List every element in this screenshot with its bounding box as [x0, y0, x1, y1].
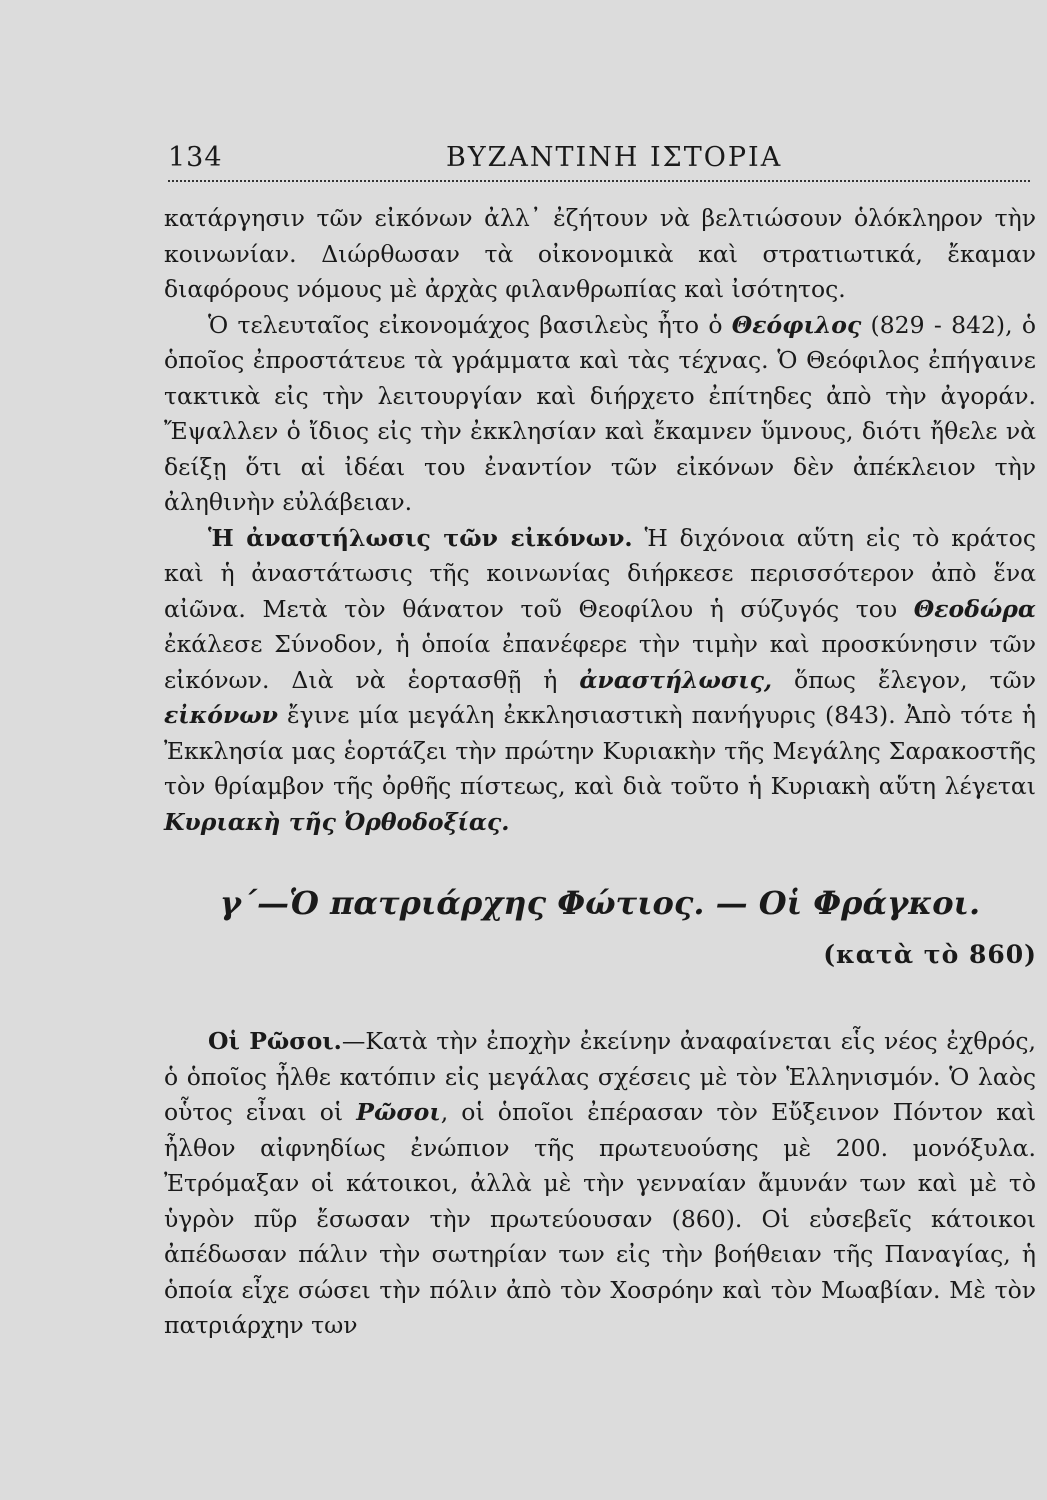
- page-header: [168, 142, 1038, 182]
- name-rus: Ρῶσοι: [356, 1098, 441, 1126]
- name-theophilos: Θεόφιλος: [731, 310, 862, 339]
- header-rule: [168, 180, 1030, 182]
- subheading-restoration: Ἡ ἀναστήλωσις τῶν εἰκόνων.: [208, 523, 633, 552]
- paragraph-theophilos: Ὁ τελευταῖος εἰκονομάχος βασιλεὺς ἦτο ὁ Θεόφιλος (829 - 842), ὁ ὁποῖος ἐπροστάτευε τὰ γράμματα καὶ τὰς τέχνας. Ὁ Θεόφιλος ἐπήγαινε τακτικὰ εἰς τὴν λειτουργίαν καὶ διήρχετο ἐπίτηδες ἀπὸ τὴν ἀγοράν. Ἔψαλλεν ὁ ἴδιος εἰς τὴν ἐκκλησίαν καὶ ἔκαμνεν ὕμνους, διότι ἤθελε νὰ δείξῃ ὅτι αἱ ἰδέαι του ἐναντίον τῶν εἰκόνων δὲν ἀπέκλειον τὴν ἀληθινὴν εὐλάβειαν.: [164, 310, 1036, 516]
- name-theodora: Θεοδώρα: [913, 594, 1036, 623]
- section-photios-text: [164, 1024, 1036, 1344]
- paragraph: κατάργησιν τῶν εἰκόνων ἀλλ᾽ ἐζήτουν νὰ βελτιώσουν ὁλόκληρον τὴν κοινωνίαν. Διώρθωσαν τὰ οἰκονομικὰ καὶ στρατιωτικά, ἔκαμαν διαφόρους νόμους μὲ ἀρχὰς φιλανθρωπίας καὶ ἰσότητος.: [164, 204, 1036, 303]
- section-date: (κατὰ τὸ 860): [823, 940, 1037, 969]
- section-iconoclasm-text: [164, 201, 1036, 840]
- paragraph-restoration: Ἡ ἀναστήλωσις τῶν εἰκόνων. Ἡ διχόνοια αὕτη εἰς τὸ κράτος καὶ ἡ ἀναστάτωσις τῆς κοινωνίας διήρκεσε περισσότερον ἀπὸ ἕνα αἰῶνα. Μετὰ τὸν θάνατον τοῦ Θεοφίλου ἡ σύζυγός του Θεοδώρα ἐκάλεσε Σύνοδον, ἡ ὁποία ἐπανέφερε τὴν τιμὴν καὶ προσκύνησιν τῶν εἰκόνων. Διὰ νὰ ἑορτασθῇ ἡ ἀναστήλωσις, ὅπως ἔλεγον, τῶν εἰκόνων ἔγινε μία μεγάλη ἐκκλησιαστικὴ πανήγυρις (843). Ἀπὸ τότε ἡ Ἐκκλησία μας ἑορτάζει τὴν πρώτην Κυριακὴν τῆς Μεγάλης Σαρακοστῆς τὸν θρίαμβον τῆς ὀρθῆς πίστεως, καὶ διὰ τοῦτο ἡ Κυριακὴ αὕτη λέγεται Κυριακὴ τῆς Ὀρθοδοξίας.: [164, 523, 1037, 836]
- running-title: ΒΥΖΑΝΤΙΝΗ ΙΣΤΟΡΙΑ: [446, 142, 783, 173]
- subheading-rus: Οἱ Ρῶσοι.: [208, 1027, 342, 1055]
- term-orthodoxy-sunday: Κυριακὴ τῆς Ὀρθοδοξίας.: [164, 807, 510, 836]
- page-number: 134: [168, 142, 223, 173]
- paragraph-rus: Οἱ Ρῶσοι.—Κατὰ τὴν ἐποχὴν ἐκείνην ἀναφαίνεται εἷς νέος ἐχθρός, ὁ ὁποῖος ἦλθε κατόπιν εἰς μεγάλας σχέσεις μὲ τὸν Ἑλληνισμόν. Ὁ λαὸς οὗτος εἶναι οἱ Ρῶσοι, οἱ ὁποῖοι ἐπέρασαν τὸν Εὔξεινον Πόντον καὶ ἦλθον αἰφνηδίως ἐνώπιον τῆς πρωτευούσης μὲ 200. μονόξυλα. Ἐτρόμαξαν οἱ κάτοικοι, ἀλλὰ μὲ τὴν γενναίαν ἄμυνάν των καὶ μὲ τὸ ὑγρὸν πῦρ ἔσωσαν τὴν πρωτεύουσαν (860). Οἱ εὐσεβεῖς κάτοικοι ἀπέδωσαν πάλιν τὴν σωτηρίαν των εἰς τὴν βοήθειαν τῆς Παναγίας, ἡ ὁποία εἶχε σώσει τὴν πόλιν ἀπὸ τὸν Χοσρόην καὶ τὸν Μωαβίαν. Μὲ τὸν πατριάρχην των: [164, 1027, 1036, 1339]
- section-title: γ´—Ὁ πατριάρχης Φώτιος. — Οἱ Φράγκοι.: [219, 884, 981, 922]
